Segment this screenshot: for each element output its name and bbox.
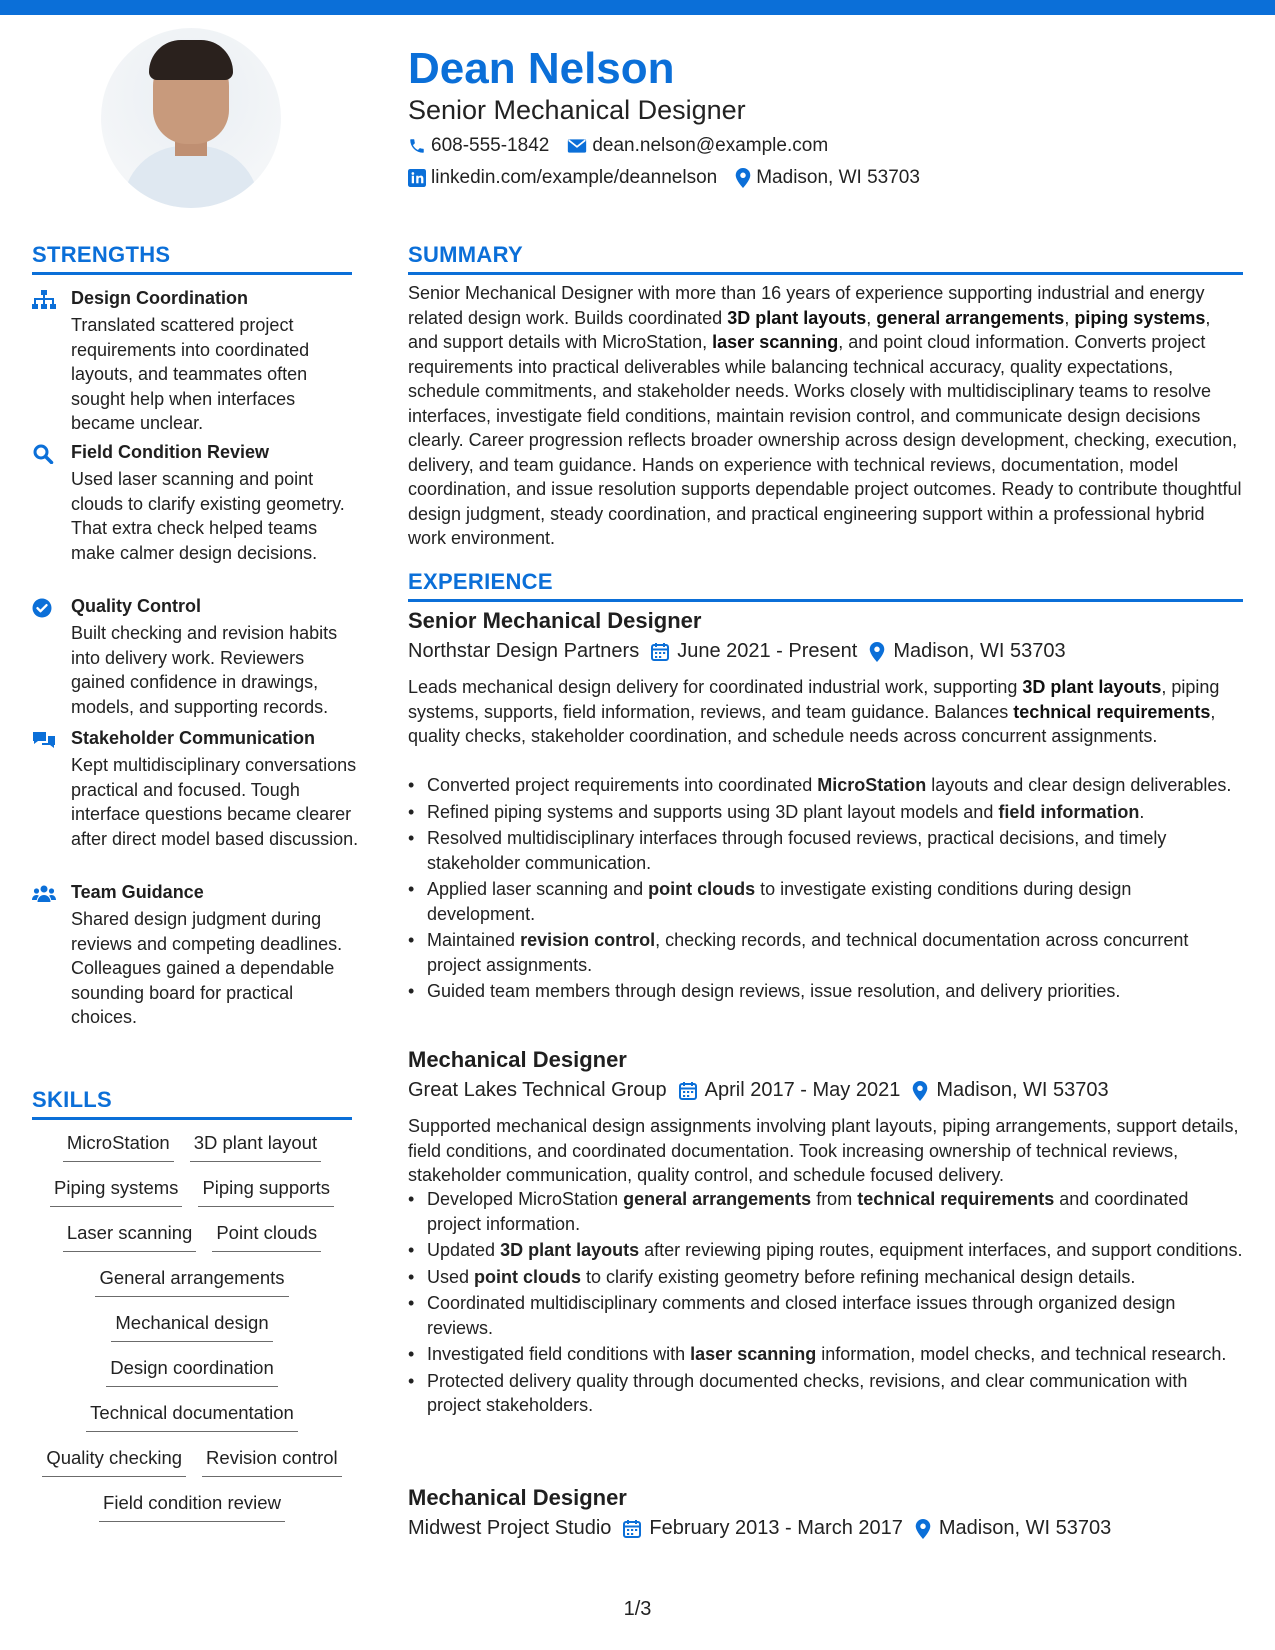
- strength-desc: Built checking and revision habits into delivery work. Reviewers gained confidence in drawings, models, and supporting records.: [71, 623, 338, 717]
- skill-tag: Laser scanning: [63, 1220, 196, 1252]
- candidate-name: Dean Nelson: [408, 44, 675, 93]
- contact-row-primary: [408, 135, 846, 157]
- calendar-icon: [679, 1081, 697, 1100]
- phone-icon: [408, 137, 426, 155]
- chat-bubbles-icon: [32, 730, 56, 750]
- strength-desc: Shared design judgment during reviews and competing deadlines. Colleagues gained a dependable sounding board for practical choices.: [71, 909, 343, 1027]
- search-icon: [32, 444, 56, 464]
- skill-row: [32, 1490, 352, 1535]
- skill-tag: MicroStation: [63, 1130, 174, 1162]
- job-title: Mechanical Designer: [408, 1485, 627, 1510]
- summary-text: Senior Mechanical Designer with more than 16 years of experience supporting industrial and energy related design work. Builds coordinated 3D plant layouts, general arrangements, piping systems, and support details with MicroStation, laser scanning, and point cloud information. Converts project requirements into practical deliverables while balancing technical accuracy, quality expectations, schedule commitments, and stakeholder needs. Works closely with multidisciplinary teams to resolve interfaces, investigate field conditions, maintain revision control, and communicate design decisions clearly. Career progression reflects broader ownership across design development, checking, execution, delivery, and team guidance. Hands on experience with technical reviews, documentation, model coordination, and issue resolution supports dependable project outcomes. Ready to contribute thoughtful design judgment, steady coordination, and practical engineering support within a professional hybrid work environment.: [408, 283, 1242, 548]
- job-bullet: • Resolved multidisciplinary interfaces through focused reviews, practical decisions, and timely stakeholder communication.: [408, 826, 1243, 875]
- candidate-title: Senior Mechanical Designer: [408, 95, 746, 125]
- job-title: Senior Mechanical Designer: [408, 608, 702, 633]
- strengths-rule: [32, 272, 352, 275]
- experience-rule: [408, 599, 1243, 602]
- job-bullet: • Coordinated multidisciplinary comments and closed interface issues through organized design reviews.: [408, 1291, 1243, 1340]
- job-summary: Leads mechanical design delivery for coordinated industrial work, supporting 3D plant layouts, piping systems, supports, field information, reviews, and team guidance. Balances technical requirements, quality checks, stakeholder coordination, and schedule needs across concurrent assignments.: [408, 677, 1220, 746]
- skill-tag: Revision control: [202, 1445, 342, 1477]
- skills-heading: SKILLS: [32, 1087, 113, 1112]
- skill-tag: General arrangements: [95, 1265, 288, 1297]
- phone-contact[interactable]: [408, 135, 549, 157]
- profile-photo: [101, 28, 281, 208]
- top-accent-bar: [0, 0, 1275, 15]
- job-company: Midwest Project Studio: [408, 1517, 612, 1539]
- strength-title: Stakeholder Communication: [71, 728, 316, 748]
- strengths-heading: STRENGTHS: [32, 242, 171, 267]
- email-contact[interactable]: [567, 135, 828, 157]
- calendar-icon: [623, 1519, 641, 1538]
- job-company: Northstar Design Partners: [408, 640, 640, 662]
- calendar-icon: [651, 642, 669, 661]
- email-text: dean.nelson@example.com: [592, 135, 829, 156]
- skills-list: [32, 1130, 352, 1535]
- linkedin-icon: [408, 169, 426, 187]
- job-location: Madison, WI 53703: [936, 1079, 1109, 1101]
- linkedin-text: linkedin.com/example/deannelson: [431, 167, 718, 188]
- strength-title: Quality Control: [71, 596, 201, 616]
- skill-row: [32, 1355, 352, 1400]
- job-bullet: • Developed MicroStation general arrangements from technical requirements and coordinated project information.: [408, 1187, 1243, 1236]
- skill-row: [32, 1445, 352, 1490]
- location-text: Madison, WI 53703: [756, 167, 920, 188]
- check-circle-icon: [32, 598, 56, 618]
- job-bullet: • Protected delivery quality through documented checks, revisions, and clear communication with project stakeholders.: [408, 1369, 1243, 1418]
- job-location: Madison, WI 53703: [938, 1517, 1112, 1539]
- job-summary: Supported mechanical design assignments involving plant layouts, piping arrangements, support details, field conditions, and coordinated documentation. Took increasing ownership of technical reviews, stakeholder communication, quality control, and schedule focused delivery.: [408, 1116, 1239, 1185]
- job-meta: [408, 1079, 1109, 1102]
- job-title: Mechanical Designer: [408, 1047, 627, 1072]
- strength-title: Team Guidance: [71, 882, 204, 902]
- job-dates: February 2013 - March 2017: [649, 1517, 903, 1539]
- skill-tag: Technical documentation: [86, 1400, 298, 1432]
- skill-tag: Piping supports: [198, 1175, 334, 1207]
- strength-title: Field Condition Review: [71, 442, 270, 462]
- skills-rule: [32, 1117, 352, 1120]
- map-pin-icon: [735, 168, 751, 188]
- summary-heading: SUMMARY: [408, 242, 523, 267]
- strength-desc: Used laser scanning and point clouds to clarify existing geometry. That extra check helped teams make calmer design decisions.: [71, 469, 345, 563]
- job-bullet: • Used point clouds to clarify existing geometry before refining mechanical design details.: [408, 1265, 1243, 1290]
- linkedin-contact[interactable]: [408, 167, 717, 189]
- skill-tag: Design coordination: [106, 1355, 278, 1387]
- summary-rule: [408, 272, 1243, 275]
- job-bullets: [408, 773, 1243, 1006]
- experience-heading: EXPERIENCE: [408, 569, 553, 594]
- envelope-icon: [567, 138, 587, 154]
- skill-tag: Field condition review: [99, 1490, 285, 1522]
- job-dates: April 2017 - May 2021: [704, 1079, 901, 1101]
- map-pin-icon: [915, 1519, 931, 1539]
- skill-tag: Point clouds: [212, 1220, 321, 1252]
- skill-tag: Quality checking: [42, 1445, 186, 1477]
- job-bullet: • Refined piping systems and supports using 3D plant layout models and field information.: [408, 800, 1243, 825]
- skill-row: [32, 1265, 352, 1310]
- skill-tag: Piping systems: [50, 1175, 182, 1207]
- contact-row-secondary: [408, 167, 938, 189]
- phone-text: 608-555-1842: [431, 135, 550, 156]
- skill-row: [32, 1130, 352, 1175]
- job-location: Madison, WI 53703: [893, 640, 1066, 662]
- location-contact: [735, 167, 920, 189]
- job-bullets: [408, 1187, 1243, 1420]
- skill-row: [32, 1310, 352, 1355]
- skill-row: [32, 1175, 352, 1220]
- skill-row: [32, 1400, 352, 1445]
- users-icon: [32, 884, 56, 904]
- strength-title: Design Coordination: [71, 288, 248, 308]
- job-dates: June 2021 - Present: [677, 640, 858, 662]
- job-meta: [408, 1517, 1111, 1540]
- org-chart-icon: [32, 290, 56, 310]
- job-bullet: • Guided team members through design reviews, issue resolution, and delivery priorities.: [408, 979, 1243, 1004]
- strength-desc: Translated scattered project requirements into coordinated layouts, and teammates often sought help when interfaces became unclear.: [71, 315, 310, 433]
- job-company: Great Lakes Technical Group: [408, 1079, 667, 1101]
- job-bullet: • Applied laser scanning and point clouds to investigate existing conditions during design development.: [408, 877, 1243, 926]
- map-pin-icon: [912, 1081, 928, 1101]
- skill-tag: 3D plant layout: [190, 1130, 321, 1162]
- skill-row: [32, 1220, 352, 1265]
- job-bullet: • Updated 3D plant layouts after reviewing piping routes, equipment interfaces, and support conditions.: [408, 1238, 1243, 1263]
- page-number: 1/3: [623, 1598, 652, 1620]
- skill-tag: Mechanical design: [111, 1310, 272, 1342]
- job-bullet: • Investigated field conditions with laser scanning information, model checks, and technical research.: [408, 1342, 1243, 1367]
- map-pin-icon: [869, 642, 885, 662]
- job-bullet: • Maintained revision control, checking records, and technical documentation across concurrent project assignments.: [408, 928, 1243, 977]
- job-meta: [408, 640, 1066, 663]
- job-bullet: • Converted project requirements into coordinated MicroStation layouts and clear design deliverables.: [408, 773, 1243, 798]
- strength-desc: Kept multidisciplinary conversations practical and focused. Tough interface questions became clearer after direct model based discussion.: [71, 755, 359, 849]
